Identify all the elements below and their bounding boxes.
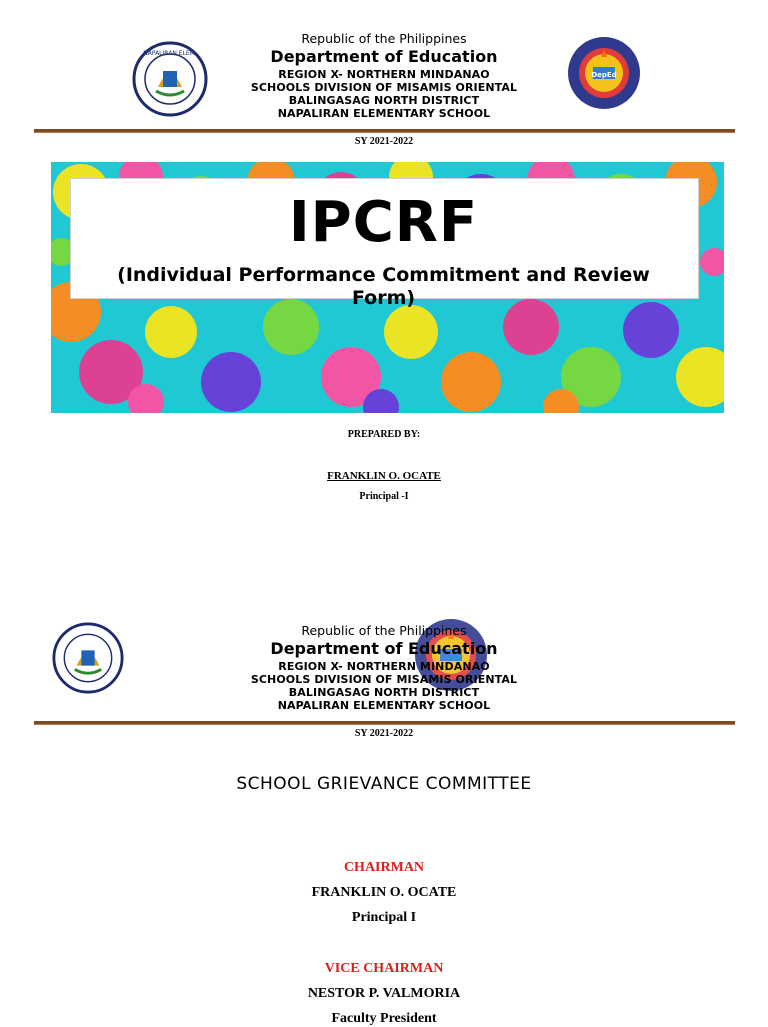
vice-chairman-position: Faculty President <box>331 1011 437 1026</box>
ipcrf-subtitle-line2: Form) <box>351 287 416 309</box>
chairman-name: FRANKLIN O. OCATE <box>311 885 457 900</box>
school-line: NAPALIRAN ELEMENTARY SCHOOL <box>277 107 491 120</box>
committee-title: SCHOOL GRIEVANCE COMMITTEE <box>236 774 532 794</box>
header-rule-page2 <box>34 721 735 725</box>
vice-chairman-name: NESTOR P. VALMORIA <box>307 986 461 1001</box>
prepared-by-position: Principal -I <box>359 491 409 502</box>
ipcrf-subtitle <box>70 264 697 310</box>
school-line-page2: NAPALIRAN ELEMENTARY SCHOOL <box>277 699 491 712</box>
republic-line-page2: Republic of the Philippines <box>301 623 467 638</box>
department-line: Department of Education <box>270 47 498 66</box>
prepared-by-name: FRANKLIN O. OCATE <box>327 470 441 482</box>
svg-text:DepEd: DepEd <box>591 71 617 79</box>
district-line: BALINGASAG NORTH DISTRICT <box>288 94 480 107</box>
region-line-page2: REGION X- NORTHERN MINDANAO <box>278 660 490 673</box>
district-line-page2: BALINGASAG NORTH DISTRICT <box>288 686 480 699</box>
republic-line: Republic of the Philippines <box>301 31 467 46</box>
region-line: REGION X- NORTHERN MINDANAO <box>278 68 490 81</box>
ipcrf-subtitle-line1: (Individual Performance Commitment and Review <box>117 264 650 286</box>
vice-chairman-role: VICE CHAIRMAN <box>324 961 444 976</box>
school-year: SY 2021-2022 <box>354 136 414 147</box>
chairman-role: CHAIRMAN <box>343 860 425 875</box>
department-line-page2: Department of Education <box>270 639 498 658</box>
svg-text:NAPALIRAN ELEM.: NAPALIRAN ELEM. <box>143 50 197 57</box>
page1-header <box>0 31 768 120</box>
page2-header <box>0 623 768 712</box>
division-line: SCHOOLS DIVISION OF MISAMIS ORIENTAL <box>250 81 518 94</box>
division-line-page2: SCHOOLS DIVISION OF MISAMIS ORIENTAL <box>250 673 518 686</box>
prepared-by-label: PREPARED BY: <box>347 429 421 440</box>
ipcrf-title: IPCRF <box>288 190 479 255</box>
school-year-page2: SY 2021-2022 <box>354 728 414 739</box>
header-rule <box>34 129 735 133</box>
chairman-position: Principal I <box>351 910 417 925</box>
